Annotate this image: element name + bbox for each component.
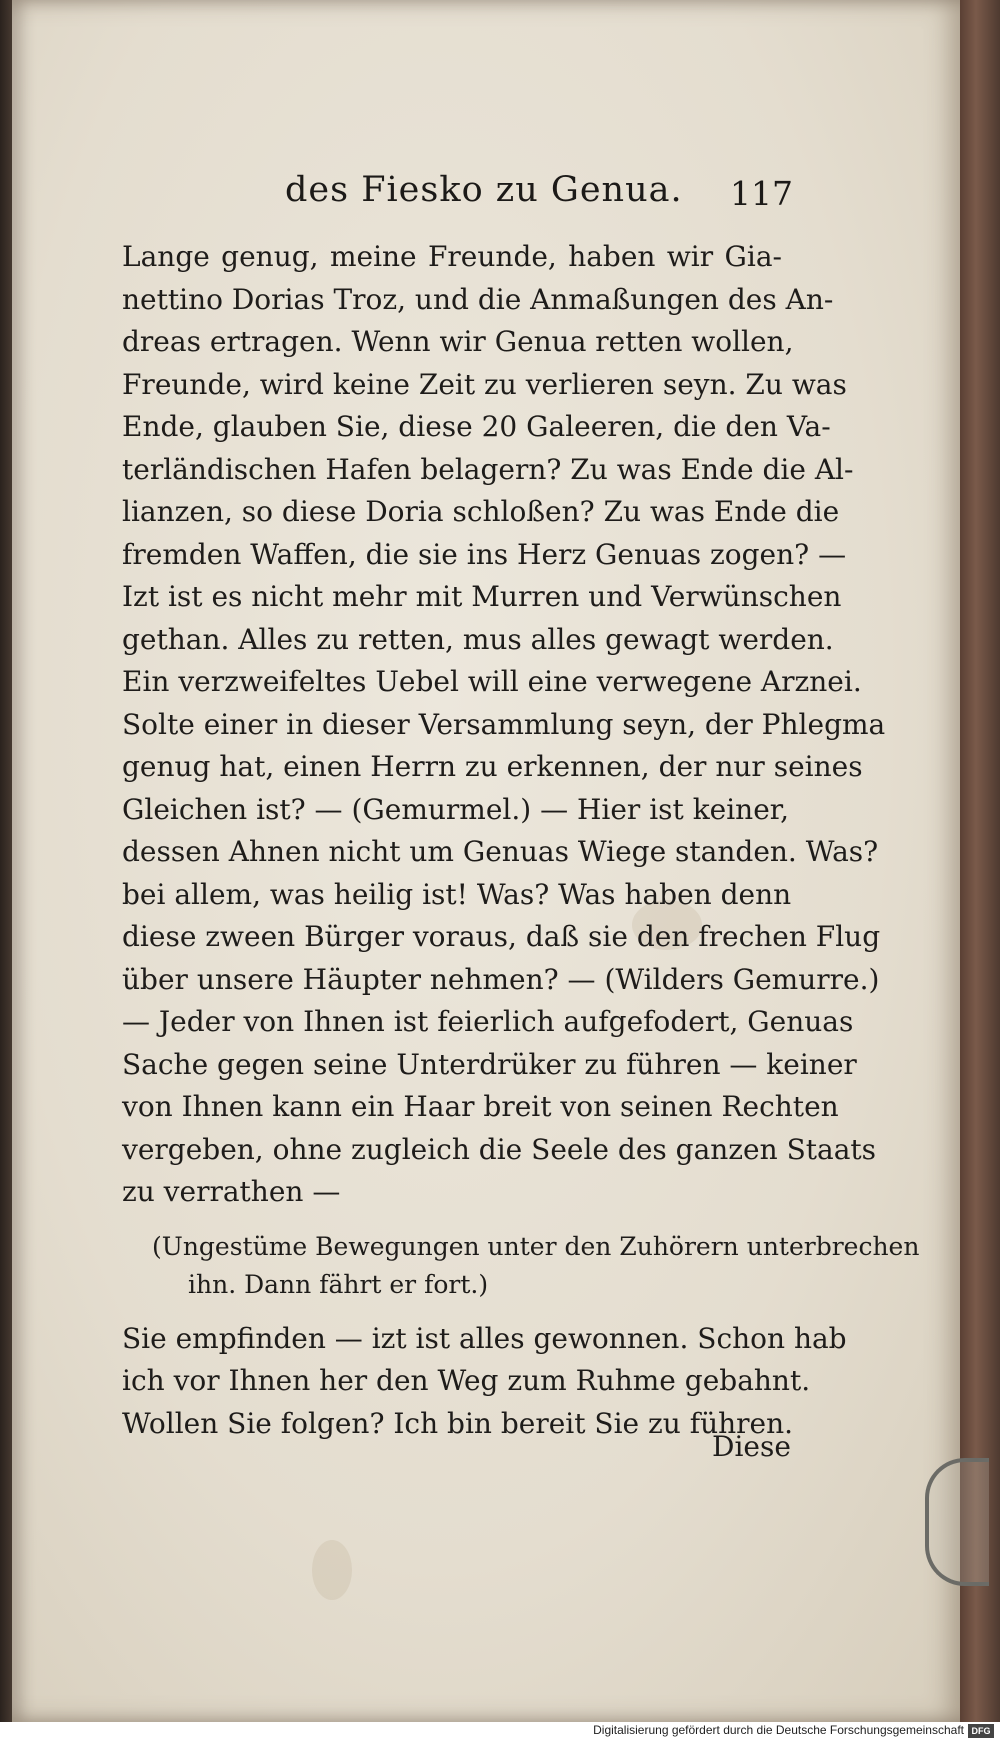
body-lines xyxy=(122,236,886,1214)
text-line: dessen Ahnen nicht um Genuas Wiege standen. Was? xyxy=(122,835,879,868)
text-line: Ende, glauben Sie, diese 20 Galeeren, die den Va- xyxy=(122,410,831,443)
text-line: Solte einer in dieser Versammlung seyn, der Phlegma xyxy=(122,707,886,741)
text-line: vergeben, ohne zugleich die Seele des ganzen Staats xyxy=(122,1132,877,1166)
page-clip xyxy=(925,1458,989,1586)
catchword: Diese xyxy=(712,1430,791,1463)
text-line: Freunde, wird keine Zeit zu verlieren seyn. Zu was xyxy=(122,367,847,401)
text-line: diese zween Bürger voraus, daß sie den frechen Flug xyxy=(122,920,881,953)
text-line: terländischen Hafen belagern? Zu was Ende die Al- xyxy=(122,452,854,486)
text-line: — Jeder von Ihnen ist feierlich aufgefodert, Genuas xyxy=(122,1005,854,1038)
footer-credit: Digitalisierung gefördert durch die Deutsche Forschungsgemeinschaft xyxy=(593,1723,964,1737)
text-line: fremden Waffen, die sie ins Herz Genuas zogen? — xyxy=(122,537,847,571)
text-line: über unsere Häupter nehmen? — (Wilders Gemurre.) xyxy=(122,962,880,996)
text-line: gethan. Alles zu retten, mus alles gewagt werden. xyxy=(122,622,834,656)
text-line: von Ihnen kann ein Haar breit von seinen Rechten xyxy=(122,1090,839,1123)
text-line: lianzen, so diese Doria schloßen? Zu was Ende die xyxy=(122,495,840,528)
text-line: genug hat, einen Herrn zu erkennen, der nur seines xyxy=(122,750,863,783)
stage-direction xyxy=(152,1228,920,1304)
text-line: Ein verzweifeltes Uebel will eine verwegene Arznei. xyxy=(122,665,862,698)
page-number: 117 xyxy=(730,174,793,213)
spacer xyxy=(122,1214,782,1228)
text-line: bei allem, was heilig ist! Was? Was haben denn xyxy=(122,877,792,911)
running-title: des Fiesko zu Genua. xyxy=(285,170,683,210)
text-line: Lange genug, meine Freunde, haben wir Gia- xyxy=(122,240,782,273)
text-line: zu verrathen — xyxy=(122,1175,341,1208)
dfg-logo: DFG xyxy=(968,1724,994,1738)
text-line: Sie empfinden — izt ist alles gewonnen. Schon hab xyxy=(122,1321,847,1355)
text-line: Wollen Sie folgen? Ich bin bereit Sie zu führen. xyxy=(122,1406,794,1440)
body-text xyxy=(122,236,920,1445)
spacer xyxy=(122,1304,782,1318)
text-line: (Ungestüme Bewegungen unter den Zuhörern unterbrechen xyxy=(152,1231,920,1261)
text-line: Gleichen ist? — (Gemurmel.) — Hier ist keiner, xyxy=(122,792,789,826)
text-line: Sache gegen seine Unterdrüker zu führen — keiner xyxy=(122,1047,857,1081)
text-line: ihn. Dann fährt er fort.) xyxy=(188,1269,489,1299)
text-line: ich vor Ihnen her den Weg zum Ruhme gebahnt. xyxy=(122,1364,811,1397)
body-lines-continued xyxy=(122,1318,847,1446)
text-line: Izt ist es nicht mehr mit Murren und Verwünschen xyxy=(122,580,842,613)
text-line: dreas ertragen. Wenn wir Genua retten wollen, xyxy=(122,325,794,358)
page-stain xyxy=(312,1540,352,1600)
text-line: nettino Dorias Troz, und die Anmaßungen des An- xyxy=(122,282,834,316)
